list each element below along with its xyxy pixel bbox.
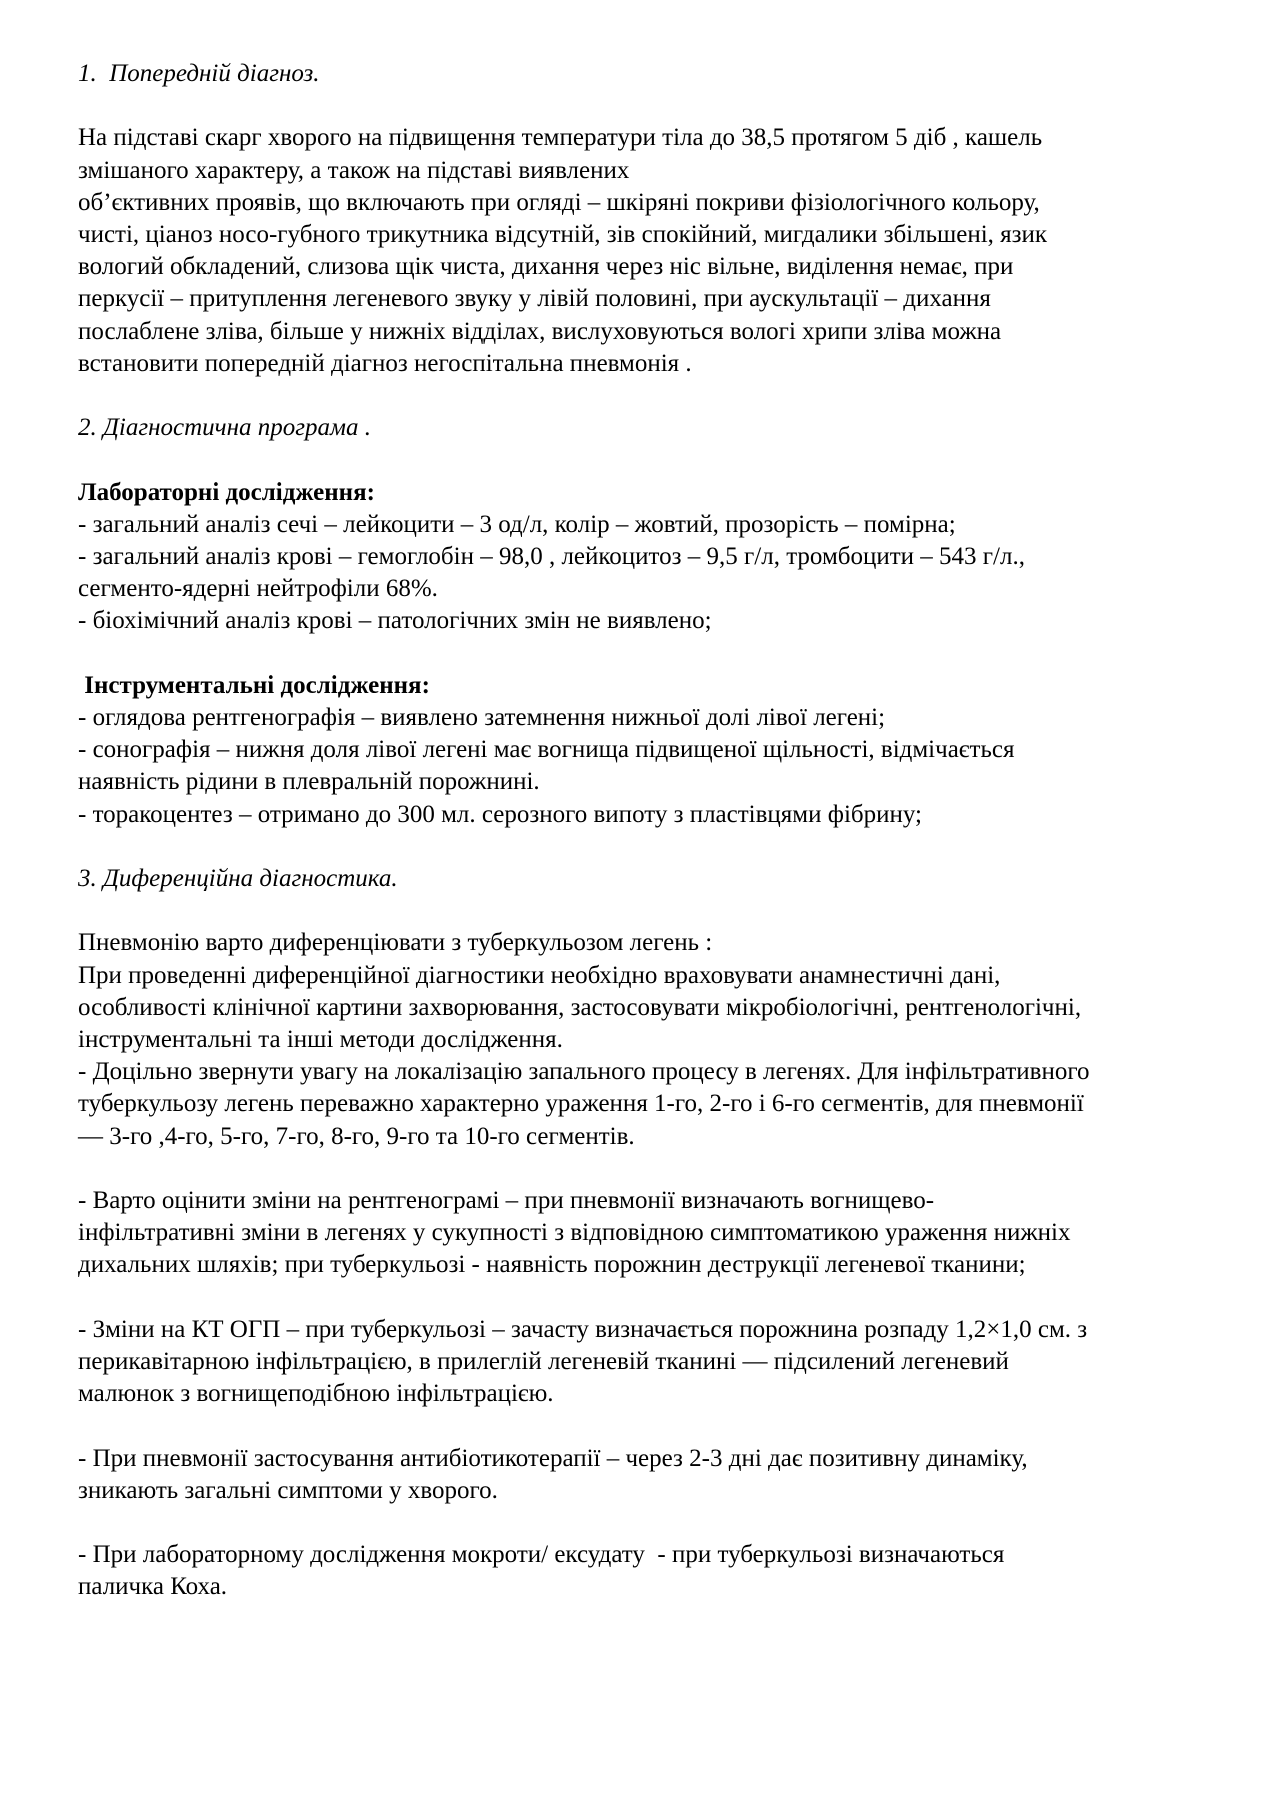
paragraph-line: вологий обкладений, слизова щік чиста, дихання через ніс вільне, виділення немає, при: [78, 253, 1014, 281]
paragraph-line: При проведенні диференційної діагностики необхідно враховувати анамнестичні дані,: [78, 961, 1001, 989]
spacer: [78, 1410, 1238, 1442]
lab-tests-list: [78, 509, 1238, 638]
instrumental-test-line: - оглядова рентгенографія – виявлено затемнення нижньої долі лівої легені;: [78, 704, 886, 731]
paragraph-line: туберкульозу легень переважно характерно ураження 1-го, 2-го і 6-го сегментів, для пневмонії: [78, 1090, 1084, 1118]
paragraph-line: послаблене зліва, більше у нижніх відділах, вислуховуються вологі хрипи зліва можна: [78, 317, 1002, 345]
section1-heading: 1. Попередній діагноз.: [78, 60, 320, 87]
paragraph-line: Пневмонію варто диференціювати з туберкульозом легень :: [78, 929, 713, 957]
lab-test-line: - загальний аналіз крові – гемоглобін – 98,0 , лейкоцитоз – 9,5 г/л, тромбоцити – 543 г/л.,: [78, 543, 1025, 570]
paragraph-line: особливості клінічної картини захворювання, застосовувати мікробіологічні, рентгенологічні,: [78, 993, 1082, 1021]
paragraph-line: встановити попередній діагноз негоспітальна пневмонія .: [78, 349, 692, 377]
differential-intro: [78, 927, 1238, 1152]
paragraph-line: паличка Коха.: [78, 1573, 228, 1601]
spacer: [78, 90, 1238, 122]
paragraph-line: чисті, ціаноз носо-губного трикутника відсутній, зів спокійний, мигдалики збільшені, язик: [78, 221, 1048, 248]
paragraph-line: - При пневмонії застосування антибіотикотерапії – через 2-3 дні дає позитивну динаміку,: [78, 1444, 1028, 1472]
spacer: [78, 1282, 1238, 1314]
paragraph-line: перикавітарною інфільтрацією, в прилеглій легеневій тканині — підсилений легеневий: [78, 1348, 1009, 1375]
spacer: [78, 380, 1238, 412]
section1-paragraph: [78, 122, 1238, 380]
paragraph-line: - Доцільно звернути увагу на локалізацію запального процесу в легенях. Для інфільтративного: [78, 1058, 1090, 1086]
paragraph-line: інструментальні та інші методи дослідження.: [78, 1026, 563, 1053]
paragraph-line: На підставі скарг хворого на підвищення температури тіла до 38,5 протягом 5 діб , кашель: [78, 124, 1043, 152]
paragraph-line: - Варто оцінити зміни на рентгенограмі – при пневмонії визначають вогнищево-: [78, 1187, 935, 1214]
section3-heading: 3. Диференційна діагностика.: [78, 865, 398, 892]
spacer: [78, 1153, 1238, 1185]
document-page: [78, 58, 1238, 1604]
section2-heading: 2. Діагностична програма .: [78, 414, 371, 442]
xray-paragraph: [78, 1185, 1238, 1282]
instrumental-tests-title: Інструментальні дослідження:: [78, 671, 430, 699]
instrumental-test-line: - торакоцентез – отримано до 300 мл. серозного випоту з пластівцями фібрину;: [78, 800, 922, 828]
lab-test-line: - загальний аналіз сечі – лейкоцити – 3 од/л, колір – жовтий, прозорість – помірна;: [78, 510, 956, 538]
instrumental-test-line: наявність рідини в плевральній порожнині.: [78, 768, 540, 796]
paragraph-line: інфільтративні зміни в легенях у сукупності з відповідною симптоматикою ураження нижніх: [78, 1219, 1071, 1247]
paragraph-line: зникають загальні симптоми у хворого.: [78, 1476, 498, 1504]
instrumental-tests-list: [78, 702, 1238, 831]
sputum-paragraph: [78, 1539, 1238, 1603]
spacer: [78, 638, 1238, 670]
spacer: [78, 444, 1238, 476]
instrumental-test-line: - сонографія – нижня доля лівої легені має вогнища підвищеної щільності, відмічається: [78, 736, 1015, 764]
paragraph-line: змішаного характеру, а також на підставі виявлених: [78, 156, 630, 184]
antibiotics-paragraph: [78, 1443, 1238, 1507]
paragraph-line: об’єктивних проявів, що включають при огляді – шкіряні покриви фізіологічного кольору,: [78, 188, 1040, 216]
paragraph-line: перкусії – притуплення легеневого звуку у лівій половині, при аускультації – дихання: [78, 285, 991, 313]
lab-test-line: сегменто-ядерні нейтрофіли 68%.: [78, 575, 438, 603]
lab-test-line: - біохімічний аналіз крові – патологічних змін не виявлено;: [78, 607, 712, 635]
lab-tests-title: Лабораторні дослідження:: [78, 478, 375, 506]
paragraph-line: малюнок з вогнищеподібною інфільтрацією.: [78, 1380, 554, 1408]
paragraph-line: дихальних шляхів; при туберкульозі - наявність порожнин деструкції легеневої тканини;: [78, 1251, 1026, 1279]
ct-paragraph: [78, 1314, 1238, 1411]
spacer: [78, 895, 1238, 927]
paragraph-line: - Зміни на КТ ОГП – при туберкульозі – зачасту визначається порожнина розпаду 1,2×1,0 см. з: [78, 1315, 1088, 1343]
paragraph-line: — 3-го ,4-го, 5-го, 7-го, 8-го, 9-го та 10-го сегментів.: [78, 1122, 635, 1150]
spacer: [78, 1507, 1238, 1539]
paragraph-line: - При лабораторному дослідження мокроти/ ексудату - при туберкульозі визначаються: [78, 1541, 1005, 1569]
spacer: [78, 831, 1238, 863]
